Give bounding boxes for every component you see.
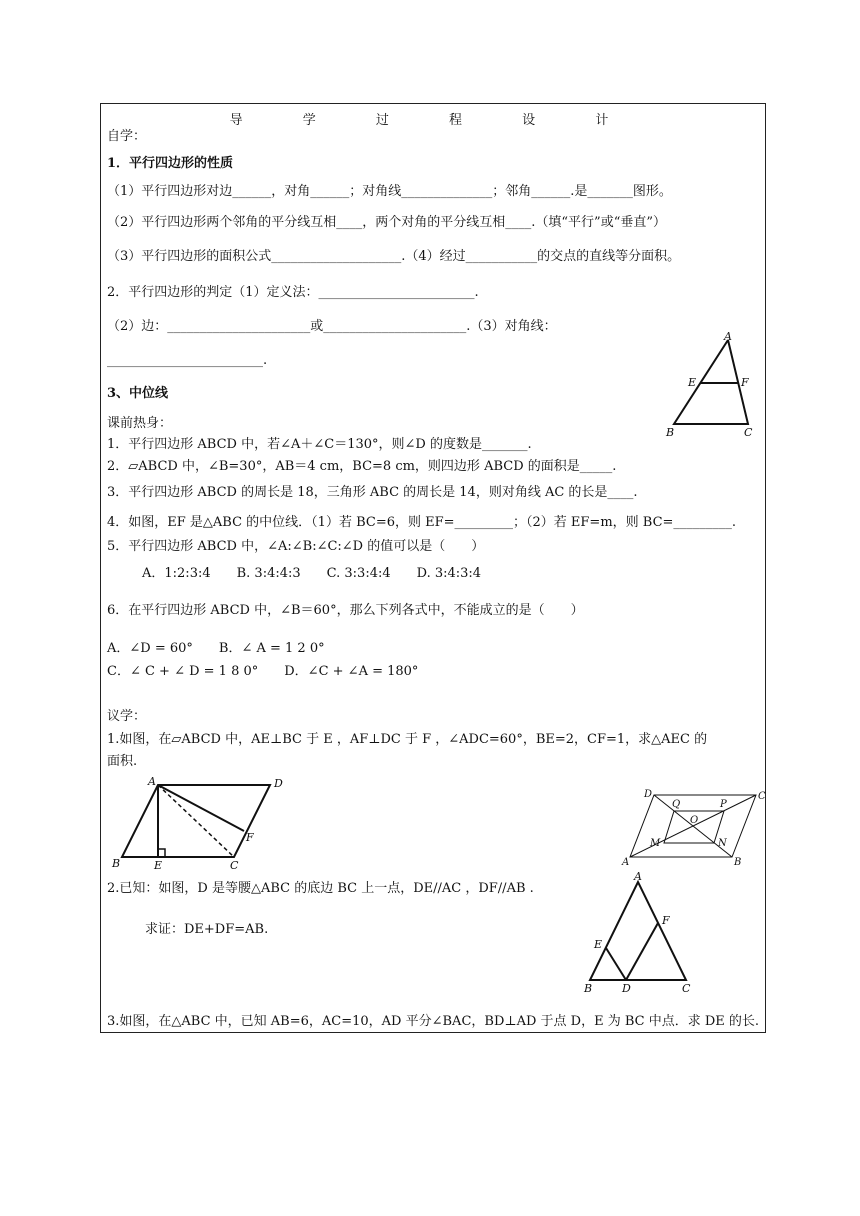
- para-label-e: E: [154, 859, 163, 871]
- self-study-heading: 自学：: [107, 129, 147, 144]
- inner-label-d: D: [644, 789, 653, 800]
- iso-label-a: A: [634, 870, 642, 883]
- iso-label-f: F: [662, 914, 670, 927]
- section1-line1: （1）平行四边形对边______，对角______；对角线______________；邻角______.是_______图形。: [107, 184, 672, 199]
- midline-label-c: C: [744, 426, 753, 439]
- inner-label-q: Q: [672, 799, 681, 810]
- discuss-2-prove: 求证：DE+DF=AB.: [145, 922, 269, 937]
- question-5-options: A．1:2:3:4 B. 3:4:4:3 C. 3:3:4:4 D. 3:4:3:4: [142, 566, 482, 581]
- section2-line2: （2）边：______________________或______________________.（3）对角线：: [107, 319, 557, 334]
- inner-label-n: N: [718, 838, 727, 849]
- iso-label-b: B: [584, 982, 593, 995]
- midline-triangle-figure: [660, 330, 760, 446]
- question-6-options-ab: A．∠D = 60° B．∠ A = 1 2 0°: [107, 641, 325, 656]
- para-label-b: B: [112, 857, 121, 870]
- inner-parallelogram-figure: [620, 785, 770, 873]
- iso-label-c: C: [682, 982, 691, 995]
- section2-line1: 2．平行四边形的判定（1）定义法：________________________.: [107, 285, 479, 300]
- question-3: 3．平行四边形 ABCD 的周长是 18，三角形 ABC 的周长是 14，则对角线 AC 的长是____.: [107, 485, 638, 500]
- para-label-d: D: [274, 777, 283, 790]
- section1-line3: （3）平行四边形的面积公式____________________.（4）经过___________的交点的直线等分面积。: [107, 249, 681, 264]
- question-5: 5．平行四边形 ABCD 中，∠A:∠B:∠C:∠D 的值可以是（ ）: [107, 539, 485, 554]
- page-title: 导 学 过 程 设 计: [229, 113, 637, 128]
- discuss-1-line2: 面积.: [107, 754, 138, 769]
- iso-label-e: E: [594, 938, 603, 951]
- inner-label-p: P: [720, 799, 727, 810]
- inner-label-c: C: [758, 791, 766, 802]
- inner-label-o: O: [690, 815, 699, 826]
- question-4: 4．如图，EF 是△ABC 的中位线．（1）若 BC=6，则 EF=_________；（2）若 EF=m，则 BC=_________.: [107, 515, 737, 530]
- midline-label-e: E: [688, 376, 697, 389]
- section3-title: 3、中位线: [107, 386, 169, 401]
- discuss-heading: 议学：: [107, 709, 147, 724]
- discuss-2: 2.已知：如图，D 是等腰△ABC 的底边 BC 上一点，DE//AC ，DF//AB .: [107, 881, 534, 896]
- discuss-3: 3.如图，在△ABC 中，已知 AB=6，AC=10，AD 平分∠BAC，BD⊥AD 于点 D，E 为 BC 中点．求 DE 的长.: [107, 1014, 760, 1029]
- section1-title: 1．平行四边形的性质: [107, 156, 234, 171]
- inner-label-m: M: [650, 838, 661, 849]
- midline-label-a: A: [724, 330, 732, 343]
- section1-line2: （2）平行四边形两个邻角的平分线互相____，两个对角的平分线互相____.（填“平行”或“垂直”）: [107, 215, 666, 230]
- discuss-1-line1: 1.如图，在▱ABCD 中，AE⊥BC 于 E ，AF⊥DC 于 F ，∠ADC=60°，BE=2，CF=1，求△AEC 的: [107, 732, 708, 747]
- isosceles-triangle-figure: [580, 868, 692, 1000]
- para-label-c: C: [230, 859, 239, 871]
- inner-label-b: B: [734, 857, 742, 868]
- para-label-f: F: [246, 831, 254, 844]
- question-1: 1．平行四边形 ABCD 中，若∠A＋∠C＝130°，则∠D 的度数是_______.: [107, 437, 532, 452]
- question-6-options-cd: C．∠ C + ∠ D = 1 8 0° D．∠C + ∠A = 180°: [107, 664, 419, 679]
- midline-label-b: B: [666, 426, 675, 439]
- warmup-heading: 课前热身：: [107, 416, 173, 431]
- iso-label-d: D: [622, 982, 631, 995]
- section2-line3: ________________________.: [107, 353, 268, 368]
- question-6: 6．在平行四边形 ABCD 中，∠B＝60°，那么下列各式中，不能成立的是（ ）: [107, 603, 584, 618]
- para-label-a: A: [148, 775, 156, 788]
- inner-label-a: A: [622, 857, 630, 868]
- parallelogram-figure: [110, 775, 290, 875]
- question-2: 2．▱ABCD 中，∠B=30°，AB＝4 cm，BC=8 cm，则四边形 ABCD 的面积是_____.: [107, 459, 617, 474]
- midline-label-f: F: [741, 376, 749, 389]
